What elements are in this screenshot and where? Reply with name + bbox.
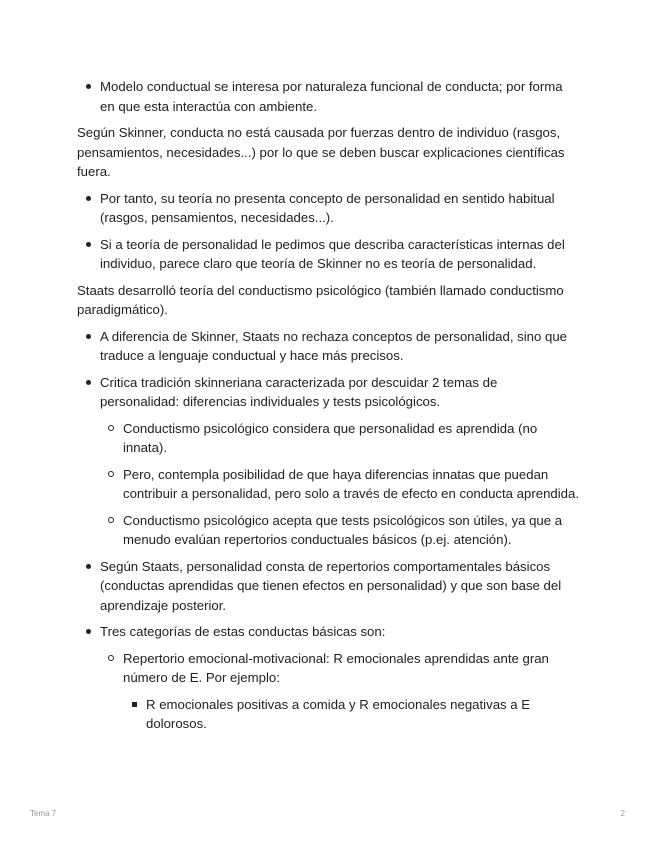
sub-list-item	[100, 419, 579, 458]
bullet-text: Por tanto, su teoría no presenta concepto de personalidad en sentido habitual (rasgos, pensamientos, necesidades...).	[100, 190, 555, 225]
sub-bullet-text: Pero, contempla posibilidad de que haya diferencias innatas que puedan contribuir a personalidad, pero solo a través de efecto en conducta aprendida.	[123, 466, 579, 501]
sub-sub-bullet-list	[123, 695, 579, 734]
paragraph: Según Skinner, conducta no está causada por fuerzas dentro de individuo (rasgos, pensamientos, necesidades...) por lo que se deben buscar explicaciones científicas fuera.	[77, 125, 565, 179]
bullet-list	[77, 189, 579, 274]
bullet-list	[77, 77, 579, 116]
sub-list-item	[100, 511, 579, 550]
sub-bullet-list	[100, 649, 579, 734]
document-body	[77, 77, 579, 741]
list-item	[77, 373, 579, 550]
sub-list-item	[100, 465, 579, 504]
sub-sub-bullet-text: R emocionales positivas a comida y R emocionales negativas a E dolorosos.	[146, 696, 531, 731]
sub-bullet-list	[100, 419, 579, 550]
sub-bullet-text: Conductismo psicológico considera que personalidad es aprendida (no innata).	[123, 420, 538, 455]
sub-list-item	[100, 649, 579, 734]
bullet-text: Modelo conductual se interesa por naturaleza funcional de conducta; por forma en que esta interactúa con ambiente.	[100, 79, 563, 114]
bullet-text: Tres categorías de estas conductas básicas son:	[100, 624, 386, 639]
bullet-list	[77, 327, 579, 734]
list-item	[77, 235, 579, 274]
footer-page-number: 2	[620, 809, 625, 818]
bullet-text: A diferencia de Skinner, Staats no rechaza conceptos de personalidad, sino que traduce a lenguaje conductual y hace más precisos.	[100, 328, 568, 363]
list-item	[77, 189, 579, 228]
list-item	[77, 557, 579, 616]
list-item	[77, 622, 579, 734]
bullet-text: Según Staats, personalidad consta de repertorios comportamentales básicos (conductas aprendidas que tienen efectos en personalidad) y que son base del aprendizaje posterior.	[100, 558, 562, 613]
bullet-text: Si a teoría de personalidad le pedimos que describa características internas del individuo, parece claro que teoría de Skinner no es teoría de personalidad.	[100, 236, 565, 271]
list-item	[77, 77, 579, 116]
sub-bullet-text: Repertorio emocional-motivacional: R emocionales aprendidas ante gran número de E. Por ejemplo:	[123, 650, 549, 685]
paragraph: Staats desarrolló teoría del conductismo psicológico (también llamado conductismo paradigmático).	[77, 282, 564, 317]
bullet-text: Critica tradición skinneriana caracterizada por descuidar 2 temas de personalidad: diferencias individuales y tests psicológicos.	[100, 374, 498, 409]
sub-sub-list-item	[123, 695, 579, 734]
footer-chapter-label: Tema 7	[30, 809, 57, 818]
sub-bullet-text: Conductismo psicológico acepta que tests psicológicos son útiles, ya que a menudo evalúan repertorios conductuales básicos (p.ej. atención).	[123, 512, 563, 547]
list-item	[77, 327, 579, 366]
